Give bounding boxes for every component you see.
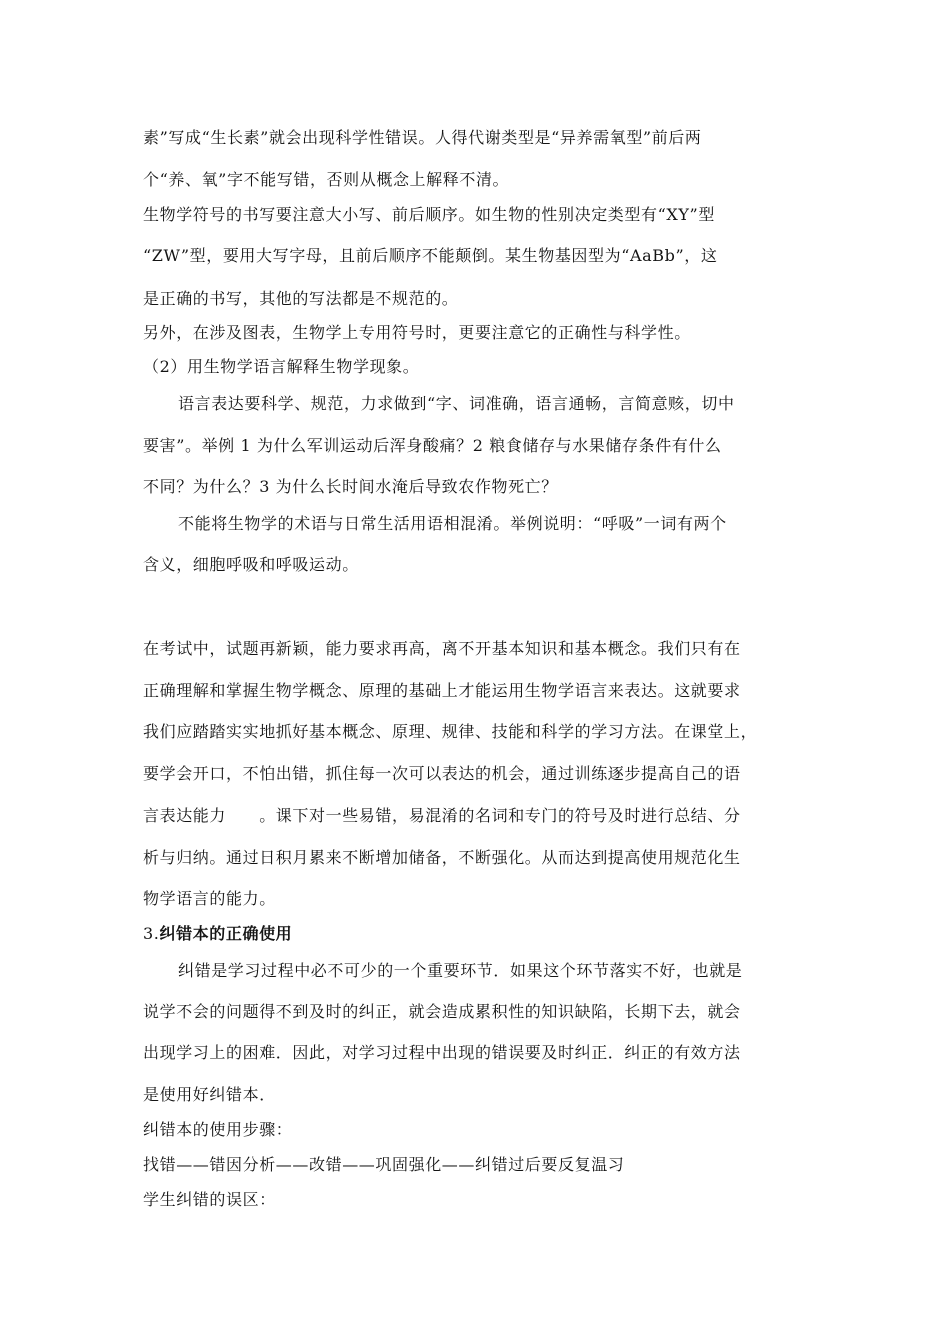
paragraph-line: 含义，细胞呼吸和呼吸运动。 (143, 555, 359, 574)
section-heading (143, 924, 292, 944)
section-number: 3. (143, 924, 160, 943)
paragraph-line: 不同？为什么？3 为什么长时间水淹后导致农作物死亡？ (143, 477, 558, 496)
paragraph-line: 是使用好纠错本． (143, 1085, 276, 1104)
paragraph-line: 素”写成“生长素”就会出现科学性错误。人得代谢类型是“异养需氧型”前后两 (143, 128, 702, 147)
paragraph-line: 在考试中，试题再新颖，能力要求再高，离不开基本知识和基本概念。我们只有在 (143, 639, 741, 658)
paragraph-line: 析与归纳。通过日积月累来不断增加储备，不断强化。从而达到提高使用规范化生 (143, 848, 741, 867)
paragraph-line: 学生纠错的误区： (143, 1190, 276, 1209)
paragraph-line: 个“养、氧”字不能写错，否则从概念上解释不清。 (143, 170, 510, 189)
paragraph-line: 纠错是学习过程中必不可少的一个重要环节．如果这个环节落实不好，也就是 (178, 961, 743, 980)
paragraph-line: 找错——错因分析——改错——巩固强化——纠错过后要反复温习 (143, 1155, 625, 1174)
paragraph-line: 出现学习上的困难．因此，对学习过程中出现的错误要及时纠正．纠正的有效方法 (143, 1043, 741, 1062)
paragraph-line: 纠错本的使用步骤： (143, 1120, 293, 1139)
paragraph-line: 说学不会的问题得不到及时的纠正，就会造成累积性的知识缺陷，长期下去，就会 (143, 1002, 741, 1021)
paragraph-line: 言表达能力 。课下对一些易错，易混淆的名词和专门的符号及时进行总结、分 (143, 806, 741, 825)
paragraph-line: 我们应踏踏实实地抓好基本概念、原理、规律、技能和科学的学习方法。在课堂上， (143, 722, 758, 741)
paragraph-line: 要学会开口，不怕出错，抓住每一次可以表达的机会，通过训练逐步提高自己的语 (143, 764, 741, 783)
paragraph-line: 要害”。举例 1 为什么军训运动后浑身酸痛？2 粮食储存与水果储存条件有什么 (143, 436, 722, 455)
paragraph-line: 另外，在涉及图表，生物学上专用符号时，更要注意它的正确性与科学性。 (143, 323, 691, 342)
paragraph-line: 正确理解和掌握生物学概念、原理的基础上才能运用生物学语言来表达。这就要求 (143, 681, 741, 700)
paragraph-line: 生物学符号的书写要注意大小写、前后顺序。如生物的性别决定类型有“XY”型 (143, 205, 715, 224)
section-subheading: （2）用生物学语言解释生物学现象。 (143, 357, 420, 376)
section-title: 纠错本的正确使用 (159, 924, 293, 943)
paragraph-line: 语言表达要科学、规范，力求做到“字、词准确，语言通畅，言简意赅，切中 (178, 394, 735, 413)
paragraph-line: 物学语言的能力。 (143, 889, 276, 908)
paragraph-line: 不能将生物学的术语与日常生活用语相混淆。举例说明：“呼吸”一词有两个 (178, 514, 727, 533)
paragraph-line: “ZW”型，要用大写字母，且前后顺序不能颠倒。某生物基因型为“AaBb”，这 (143, 246, 718, 265)
paragraph-line: 是正确的书写，其他的写法都是不规范的。 (143, 289, 459, 308)
